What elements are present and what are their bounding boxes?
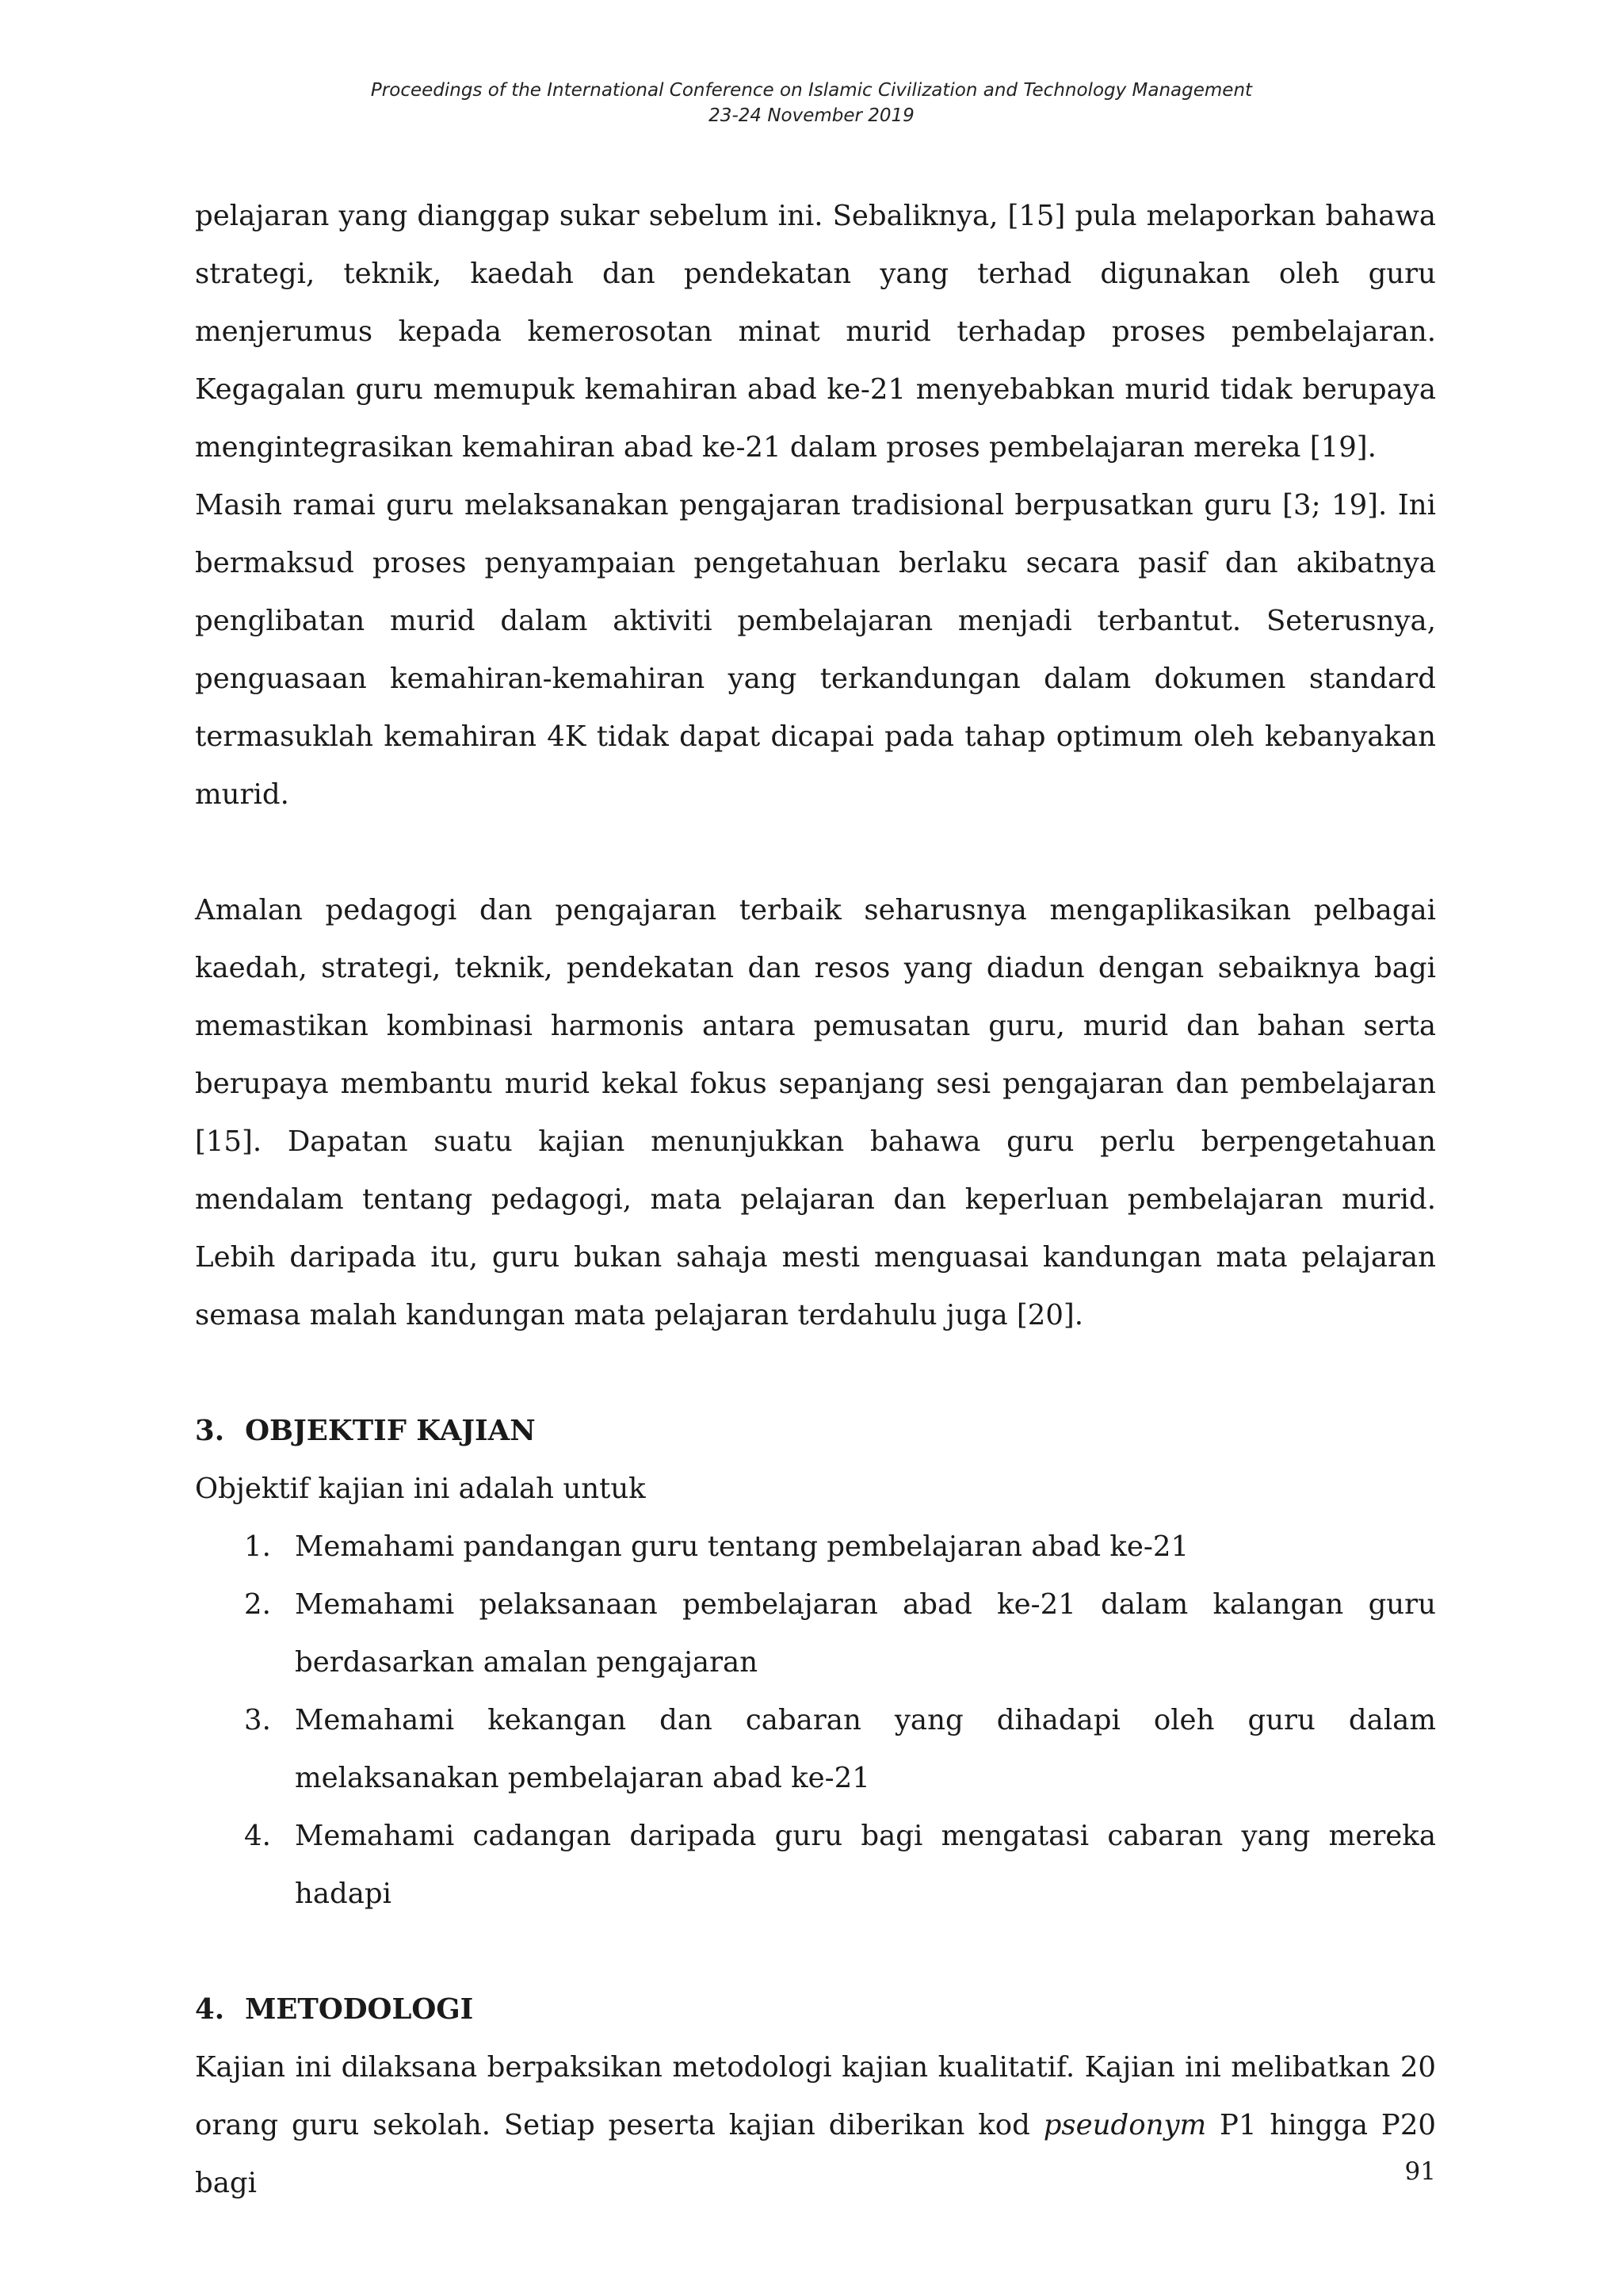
body-paragraph-3: Amalan pedagogi dan pengajaran terbaik seharusnya mengaplikasikan pelbagai kaedah, strategi, teknik, pendekatan dan resos yang diadun dengan sebaiknya bagi memastikan kombinasi harmonis antara pemusatan guru, murid dan bahan serta berupaya membantu murid kekal fokus sepanjang sesi pengajaran dan pembelajaran [15]. Dapatan suatu kajian menunjukkan bahawa guru perlu berpengetahuan mendalam tentang pedagogi, mata pelajaran dan keperluan pembelajaran murid. Lebih daripada itu, guru bukan sahaja mesti menguasai kandungan mata pelajaran semasa malah kandungan mata pelajaran terdahulu juga [20]. (195, 894, 1436, 1331)
list-item-number: 4. (244, 1820, 271, 1852)
page-number: 91 (1404, 2157, 1436, 2186)
list-item (195, 1518, 1436, 1576)
objective-list (195, 1518, 1436, 1923)
list-item-text: Memahami kekangan dan cabaran yang dihadapi oleh guru dalam melaksanakan pembelajaran abad ke-21 (295, 1704, 1436, 1794)
section-title: METODOLOGI (245, 1993, 474, 2026)
section-heading-objektif (195, 1402, 1436, 1460)
list-item (195, 1807, 1436, 1923)
header-conference-date: 23-24 November 2019 (708, 105, 915, 126)
section-heading-metodologi (195, 1981, 1436, 2038)
list-item-number: 1. (244, 1530, 271, 1563)
list-item-text: Memahami pandangan guru tentang pembelajaran abad ke-21 (295, 1530, 1190, 1563)
list-item-text: Memahami cadangan daripada guru bagi mengatasi cabaran yang mereka hadapi (295, 1820, 1436, 1910)
section-number: 3. (195, 1415, 225, 1447)
list-item-text: Memahami pelaksanaan pembelajaran abad ke-21 dalam kalangan guru berdasarkan amalan pengajaran (295, 1588, 1436, 1679)
methodology-paragraph (195, 2038, 1436, 2212)
list-item (195, 1576, 1436, 1691)
paragraph-spacer (195, 1344, 1436, 1402)
paragraph-spacer (195, 823, 1436, 881)
methodology-text-end: P1 hingga P20 bagi (195, 2109, 1436, 2199)
running-header (0, 78, 1623, 128)
paragraph-spacer (195, 1923, 1436, 1981)
body-paragraph-1: pelajaran yang dianggap sukar sebelum ini. Sebaliknya, [15] pula melaporkan bahawa strategi, teknik, kaedah dan pendekatan yang terhad digunakan oleh guru menjerumus kepada kemerosotan minat murid terhadap proses pembelajaran. Kegagalan guru memupuk kemahiran abad ke-21 menyebabkan murid tidak berupaya mengintegrasikan kemahiran abad ke-21 dalam proses pembelajaran mereka [19]. (195, 200, 1436, 464)
section-title: OBJEKTIF KAJIAN (245, 1415, 536, 1447)
header-conference-title: Proceedings of the International Conference on Islamic Civilization and Technology Management (370, 80, 1253, 101)
section-number: 4. (195, 1993, 225, 2026)
objective-intro: Objektif kajian ini adalah untuk (195, 1473, 646, 1505)
list-item (195, 1691, 1436, 1807)
methodology-text-start: Kajian ini dilaksana berpaksikan metodologi kajian kualitatif. Kajian ini melibatkan 20 orang guru sekolah. Setiap peserta kajian diberikan kod (195, 2051, 1436, 2141)
list-item-number: 2. (244, 1588, 271, 1621)
methodology-italic-term: pseudonym (1043, 2109, 1207, 2141)
list-item-number: 3. (244, 1704, 271, 1736)
body-paragraph-2: Masih ramai guru melaksanakan pengajaran tradisional berpusatkan guru [3; 19]. Ini bermaksud proses penyampaian pengetahuan berlaku secara pasif dan akibatnya penglibatan murid dalam aktiviti pembelajaran menjadi terbantut. Seterusnya, penguasaan kemahiran-kemahiran yang terkandungan dalam dokumen standard termasuklah kemahiran 4K tidak dapat dicapai pada tahap optimum oleh kebanyakan murid. (195, 489, 1436, 811)
page-body (195, 187, 1436, 2212)
